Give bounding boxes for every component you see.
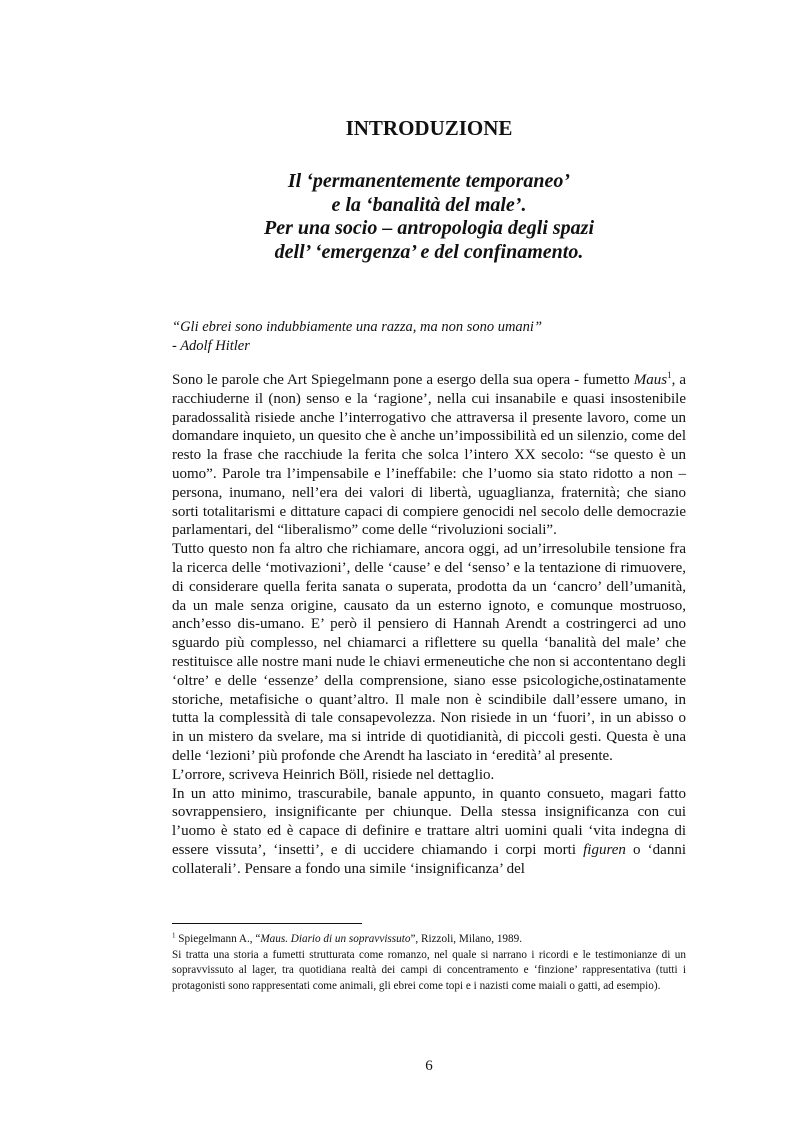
epigraph [172,318,686,356]
paragraph [172,785,686,879]
paragraph: Tutto questo non fa altro che richiamare, ancora oggi, ad un’irresolubile tensione fra la ricerca delle ‘motivazioni’, delle ‘cause’ e del ‘senso’ e la tentazione di rimuovere, di considerare quella ferita sanata o superata, prodotta da un ‘cancro’ dell’umanità, da un male senza origine, causato da un esterno ignoto, e comunque mostruoso, anch’esso dis-umano. E’ però il pensiero di Hannah Arendt a costringerci ad uno sguardo più complesso, nel chiamarci a riflettere su quella ‘banalità del male’ che restituisce alle nostre mani nude le chiavi ermeneutiche che non si accontentano degli ‘oltre’ e delle ‘essenze’ della comprensione, siano esse psicologiche,ostinatamente storiche, metafisiche o quant’altro. Il male non è scindibile dall’essere umano, in tutta la complessità di tale consapevolezza. Non risiede in un ‘fuori’, in un abisso o in un mistero da svelare, ma si intride di quotidianità, di piccoli gesti. Questa è una delle ‘lezioni’ più profonde che Arendt ha lasciato in ‘eredità’ al presente. [172,541,686,764]
footnote [172,932,686,994]
subtitle-line: dell’ ‘emergenza’ e del confinamento. [274,240,584,263]
footnote-text: ”, Rizzoli, Milano, 1989. [410,933,522,945]
italic-term: figuren [583,841,626,858]
page-number: 6 [425,1058,433,1074]
paragraph-text: o ‘danni collaterali’. Pensare a fondo una simile ‘insignificanza’ del [172,841,686,877]
paragraph: L’orrore, scriveva Heinrich Böll, risiede nel dettaglio. [172,766,495,783]
footnote-reference[interactable]: 1 [667,370,672,380]
chapter-heading: INTRODUZIONE [345,116,513,140]
subtitle-line: Per una socio – antropologia degli spazi [263,217,595,239]
footnote-number: 1 [172,931,176,940]
subtitle-line: e la ‘banalità del male’. [331,193,527,216]
paragraph-text: In un atto minimo, trascurabile, banale appunto, in quanto consueto, magari fatto sovrappensiero, insignificante per chiunque. Della stessa insignificanza con cui l’uomo è stato ed è capace di definire e trattare altri uomini quali ‘vita indegna di essere vissuta’, ‘insetti’, e di uccidere chiamando i corpi morti [172,785,686,858]
work-title: Maus [633,372,668,388]
epigraph-quote: “Gli ebrei sono indubbiamente una razza, ma non sono umani” [172,319,543,335]
epigraph-author: - Adolf Hitler [172,338,250,354]
paragraph-text: Sono le parole che Art Spiegelmann pone a esergo della sua opera - fumetto [172,372,634,388]
footnote-book-title: Maus. Diario di un sopravvissuto [260,933,411,945]
footnote-note: Si tratta una storia a fumetti strutturata come romanzo, nel quale si narrano i ricordi e le testimonianze di un sopravvissuto al lager, tra quotidiana realtà dei campi di concentramento e ‘finzione’ rappresentativa (tutti i protagonisti sono rappresentati come animali, gli ebrei come topi e i nazisti come maiali o gatti, ad esempio). [172,948,686,992]
paragraph [172,371,686,540]
footnote-text: Spiegelmann A., “ [175,933,261,945]
footnote-citation [172,932,686,948]
paragraph-text: , a racchiuderne il (non) senso e la ‘ragione’, nella cui insanabile e quasi insostenibile paradossalità risiede anche l’interrogativo che attraversa il presente lavoro, come un domandare inquieto, un quesito che è anche un’impossibilità ed un silenzio, come del resto la frase che racchiude la ferita che solca l’intero XX secolo: “se questo è un uomo”. Parole tra l’impensabile e l’ineffabile: che l’uomo sia stato ridotto a non – persona, inumano, nell’era dei valori di libertà, uguaglianza, fraternità; che siano sorti totalitarismi e dittature capaci di compiere genocidi nel secolo delle democrazie parlamentari, del “liberalismo” come delle “rivoluzioni sociali”. [172,372,686,539]
chapter-subtitle [172,170,686,264]
footnote-separator [172,923,362,924]
subtitle-line: Il ‘permanentemente temporaneo’ [287,170,571,192]
body-text [172,371,686,879]
